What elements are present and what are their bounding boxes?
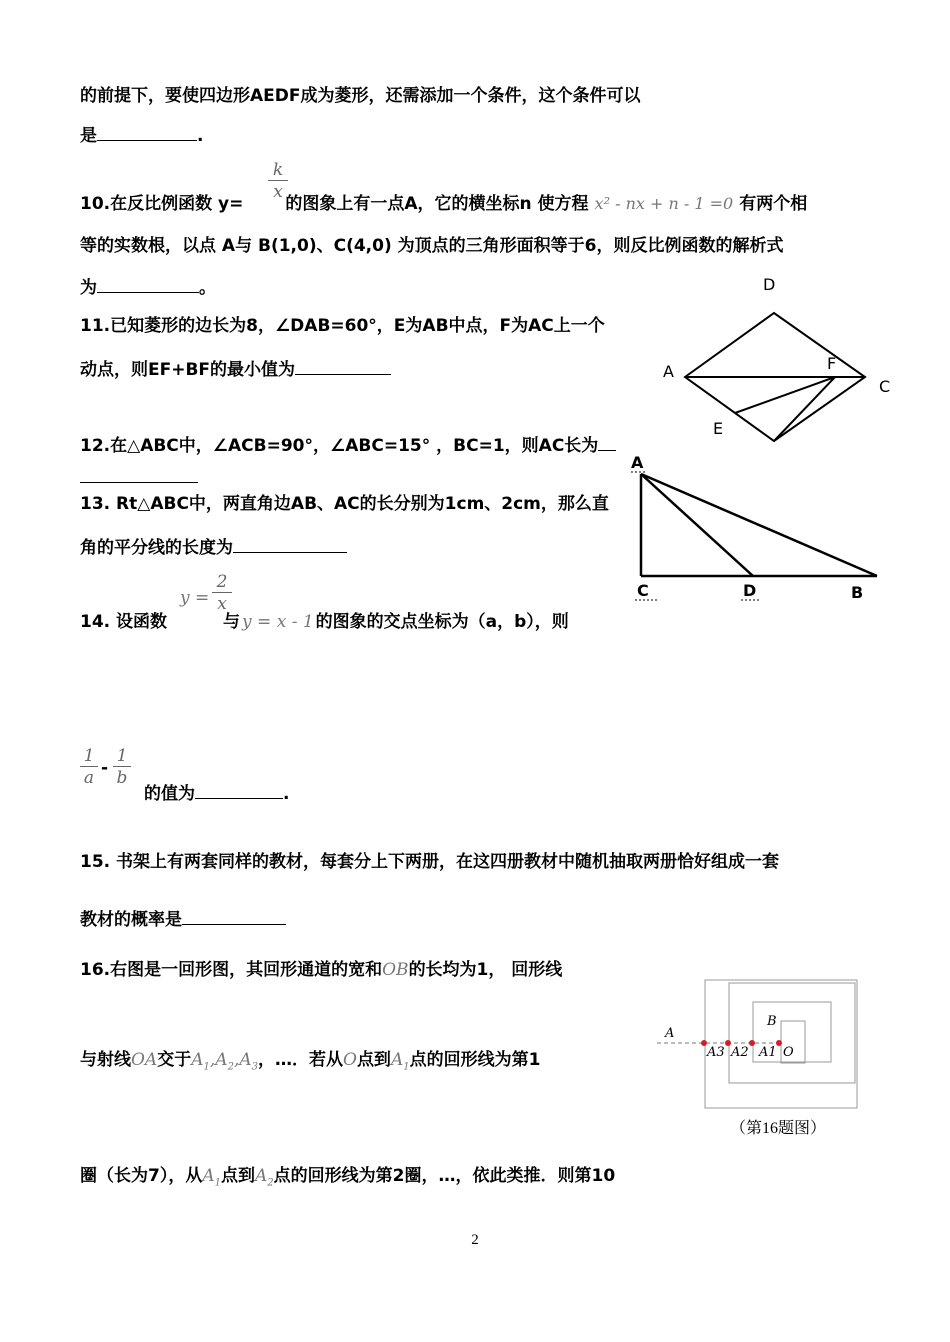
linear-function: y = x - 1 [242, 612, 314, 632]
label-D: D [743, 581, 757, 600]
label-F: F [827, 354, 837, 373]
fraction-1-over-b: $\frac{1}{b}$ [113, 746, 131, 789]
function-y-label: y = [180, 588, 210, 608]
answer-blank[interactable] [598, 434, 616, 451]
label-A3: A3 [707, 1045, 725, 1060]
question-10-line-1: 10.在反比例函数 y= 的图象上有一点A，它的横坐标n 使方程 x² - nx + n - 1 =0 有两个相 [80, 194, 808, 214]
question-11-line-1: 11.已知菱形的边长为8，∠DAB=60°，E为AB中点，F为AC上一个 [80, 316, 605, 336]
spiral-figure [655, 975, 885, 1110]
question-12: 12.在△ABC中，∠ACB=90°，∠ABC=15° ，BC=1，则AC长为 [80, 434, 616, 458]
rhombus-figure [655, 270, 905, 450]
question-14-line-1: 14. 设函数 与 y = x - 1 的图象的交点坐标为（a，b），则 [80, 612, 569, 632]
answer-blank-continued[interactable] [80, 482, 198, 483]
answer-blank[interactable] [295, 358, 391, 375]
label-O: O [783, 1045, 794, 1060]
fraction-1-over-a: $\frac{1}{a}$ [80, 746, 98, 789]
answer-blank[interactable] [97, 276, 199, 293]
label-A: A [665, 1026, 675, 1041]
fraction-k-over-x: $\frac{k}{x}$ [268, 160, 288, 203]
question-11-line-2: 动点，则EF+BF的最小值为 [80, 358, 391, 382]
question-14-line-2: 的值为 . [144, 784, 290, 804]
question-16-line-2: 与射线OA交于$A_1,A_2,A_3$，…．若从O点到$A_1$点的回形线为第1 [80, 1050, 541, 1073]
label-D: D [763, 275, 776, 294]
text-line-1: 的前提下，要使四边形AEDF成为菱形，还需添加一个条件，这个条件可以 [80, 86, 641, 106]
question-15-line-1: 15. 书架上有两套同样的教材，每套分上下两册，在这四册教材中随机抽取两册恰好组成一套 [80, 852, 780, 872]
label-C: C [637, 581, 649, 600]
right-triangle-figure [625, 450, 895, 610]
label-A1: A1 [759, 1045, 777, 1060]
page-number: 2 [471, 1232, 479, 1248]
answer-blank[interactable] [182, 908, 286, 925]
answer-blank[interactable] [97, 124, 197, 141]
ray-OA: OA [131, 1050, 158, 1070]
label-A: A [631, 453, 644, 472]
question-15-line-2: 教材的概率是 [80, 908, 286, 932]
question-10-line-2: 等的实数根，以点 A与 B(1,0)、C(4,0) 为顶点的三角形面积等于6，则反比例函数的解析式 [80, 236, 784, 256]
text-line-2: 是 . [80, 126, 204, 146]
question-16-line-1: 16.右图是一回形图，其回形通道的宽和OB的长均为1， 回形线 [80, 960, 563, 980]
fraction-2-over-x: $\frac{2}{x}$ [212, 572, 232, 615]
answer-blank[interactable] [233, 536, 347, 553]
segment-OB: OB [382, 960, 409, 980]
question-16-line-3: 圈（长为7），从$A_1$点到$A_2$点的回形线为第2圈，…，依此类推．则第10 [80, 1166, 616, 1189]
question-10-line-3: 为 。 [80, 278, 216, 298]
quadratic-equation: x² - nx + n - 1 =0 [594, 194, 734, 213]
label-A: A [663, 362, 674, 381]
question-13-line-1: 13. Rt△ABC中，两直角边AB、AC的长分别为1cm、2cm，那么直 [80, 494, 609, 514]
question-13-line-2: 角的平分线的长度为 [80, 536, 347, 560]
label-B: B [851, 583, 864, 602]
figure-caption: （第16题图） [730, 1120, 827, 1137]
label-E: E [713, 419, 724, 438]
label-B: B [767, 1014, 777, 1029]
minus-sign: - [101, 758, 109, 778]
answer-blank[interactable] [195, 782, 283, 799]
label-A2: A2 [731, 1045, 749, 1060]
label-C: C [879, 377, 891, 396]
